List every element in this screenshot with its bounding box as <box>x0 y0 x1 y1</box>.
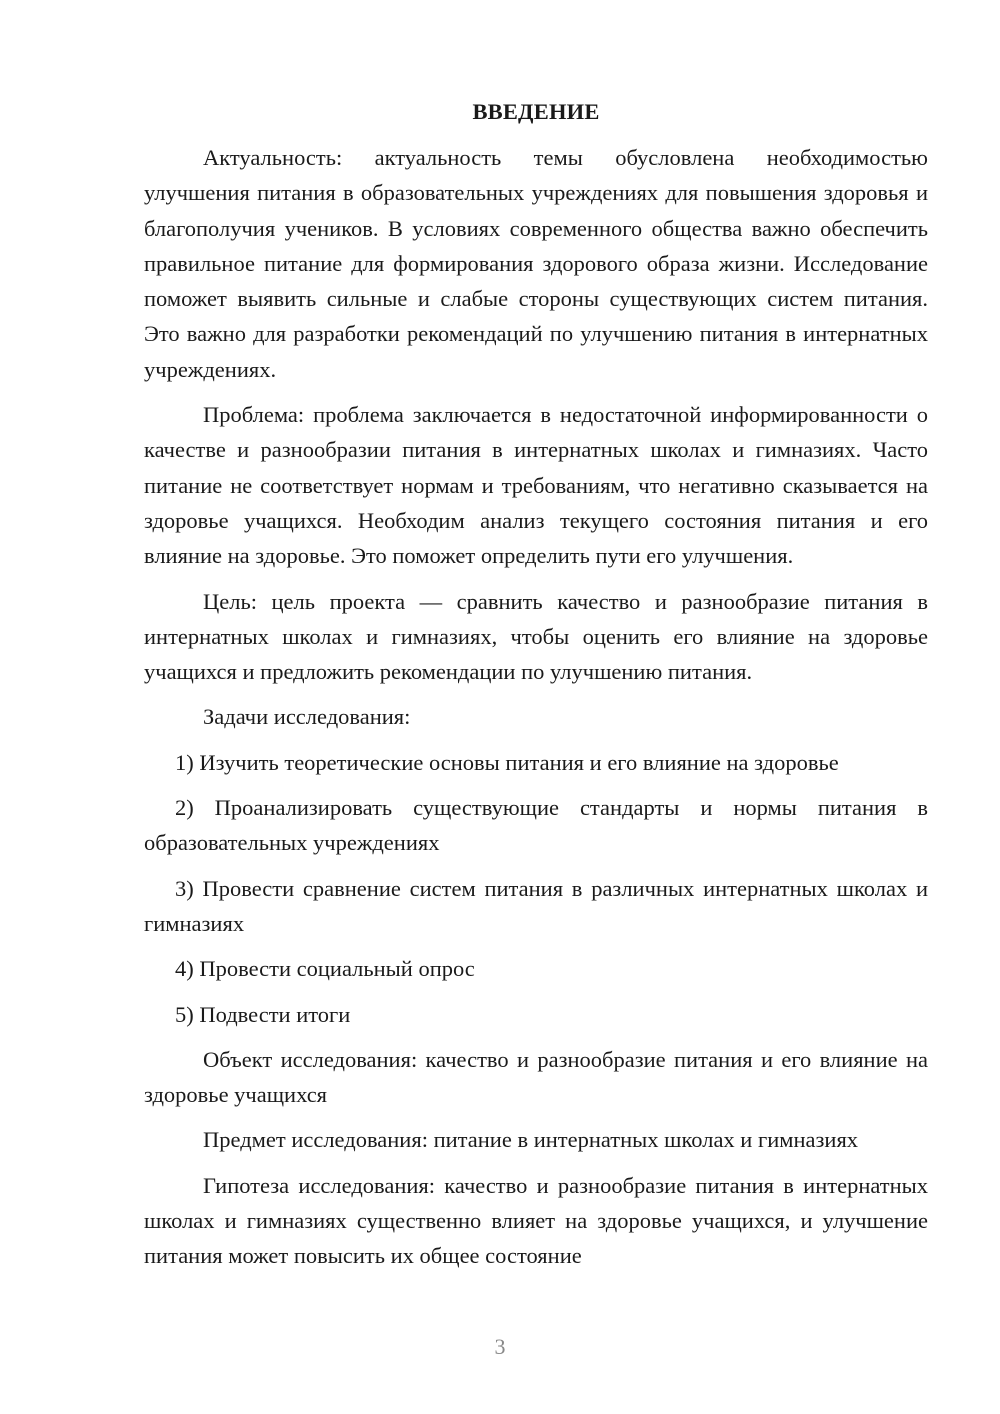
task-item-4: 4) Провести социальный опрос <box>175 956 475 982</box>
page-content <box>144 94 928 1284</box>
task-item-5: 5) Подвести итоги <box>175 1001 351 1027</box>
paragraph-goal: Цель: цель проекта — сравнить качество и разнообразие питания в интернатных школах и гимназиях, чтобы оценить его влияние на здоровье учащихся и предложить рекомендации по улучшению питания. <box>144 588 928 685</box>
paragraph-subject: Предмет исследования: питание в интернатных школах и гимназиях <box>203 1127 859 1153</box>
paragraph-tasks-title: Задачи исследования: <box>203 704 411 730</box>
task-item-2: 2) Проанализировать существующие стандарты и нормы питания в образовательных учреждениях <box>144 795 928 856</box>
task-item-1: 1) Изучить теоретические основы питания и его влияние на здоровье <box>175 749 839 775</box>
paragraph-object: Объект исследования: качество и разнообразие питания и его влияние на здоровье учащихся <box>144 1046 928 1108</box>
section-heading: ВВЕДЕНИЕ <box>472 99 600 124</box>
paragraph-problem: Проблема: проблема заключается в недостаточной информированности о качестве и разнообразии питания в интернатных школах и гимназиях. Часто питание не соответствует нормам и требованиям, что негативно сказывается на здоровье учащихся. Необходим анализ текущего состояния питания и его влияние на здоровье. Это поможет определить пути его улучшения. <box>144 402 928 569</box>
paragraph-relevance: Актуальность: актуальность темы обусловлена необходимостью улучшения питания в образовательных учреждениях для повышения здоровья и благополучия учеников. В условиях современного общества важно обеспечить правильное питание для формирования здорового образа жизни. Исследование поможет выявить сильные и слабые стороны существующих систем питания. Это важно для разработки рекомендаций по улучшению питания в интернатных учреждениях. <box>144 145 928 382</box>
paragraph-hypothesis: Гипотеза исследования: качество и разнообразие питания в интернатных школах и гимназиях существенно влияет на здоровье учащихся, и улучшение питания может повысить их общее состояние <box>144 1172 928 1269</box>
page-number: 3 <box>494 1334 506 1359</box>
task-item-3: 3) Провести сравнение систем питания в различных интернатных школах и гимназиях <box>144 875 928 936</box>
